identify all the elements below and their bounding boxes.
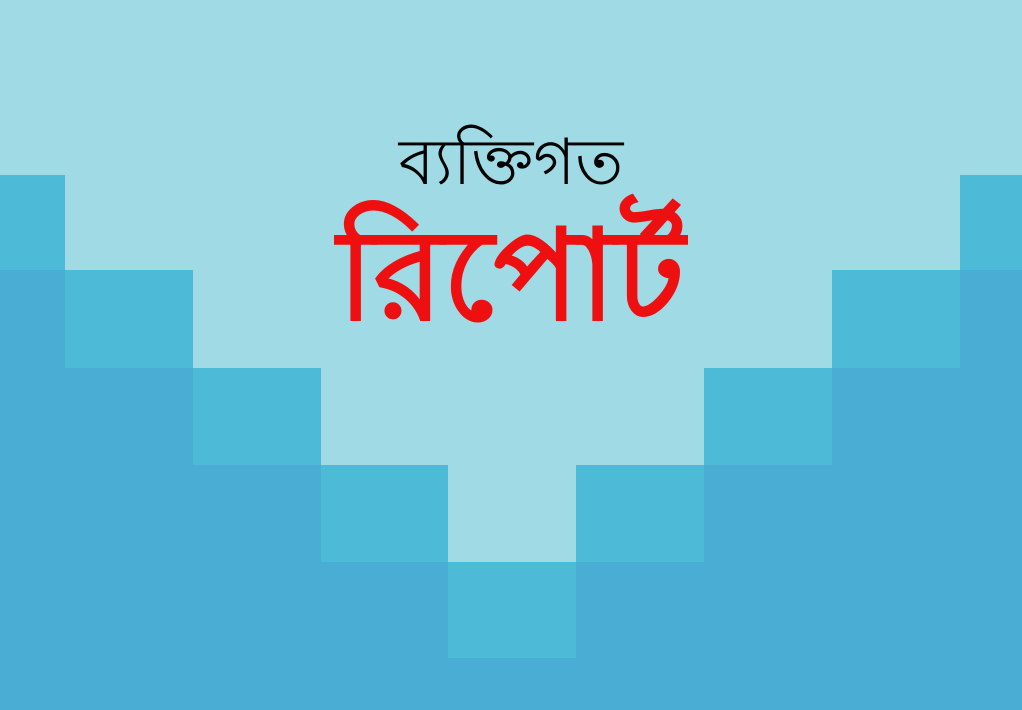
subtitle-text: ব্যক্তিগত [398,126,624,200]
title-text: রিপোর্ট [337,202,685,349]
